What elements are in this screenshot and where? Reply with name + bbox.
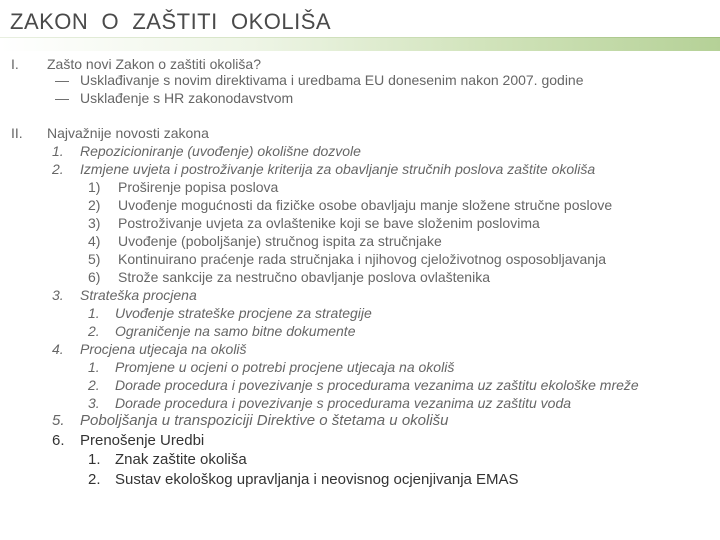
- bullet-dash: —: [55, 72, 69, 88]
- page-title: ZAKON O ZAŠTITI OKOLIŠA: [10, 9, 332, 34]
- subitem-text: Uvođenje strateške procjene za strategije: [115, 305, 372, 321]
- subitem-number: 1): [88, 179, 101, 195]
- item-text: Strateška procjena: [80, 287, 197, 303]
- item-number: 2.: [52, 161, 64, 177]
- section-1-numeral: I.: [11, 56, 19, 72]
- subitem-text: Postroživanje uvjeta za ovlaštenike koji se bave složenim poslovima: [118, 215, 540, 231]
- subitem-number: 2.: [88, 471, 101, 488]
- subitem-text: Kontinuirano praćenje rada stručnjaka i njihovog cjeloživotnog osposobljavanja: [118, 251, 606, 267]
- subitem-number: 2.: [88, 323, 100, 339]
- section-2-numeral: II.: [11, 125, 23, 141]
- subitem-number: 1.: [88, 359, 100, 375]
- item-text: Poboljšanja u transpoziciji Direktive o štetama u okolišu: [80, 412, 449, 429]
- subitem-number: 4): [88, 233, 101, 249]
- bullet-dash: —: [55, 90, 69, 106]
- subitem-text: Znak zaštite okoliša: [115, 451, 247, 468]
- subitem-number: 3): [88, 215, 101, 231]
- subitem-number: 6): [88, 269, 101, 285]
- bullet-text: Usklađenje s HR zakonodavstvom: [80, 90, 294, 106]
- section-1-heading: Zašto novi Zakon o zaštiti okoliša?: [47, 56, 261, 72]
- subitem-number: 1.: [88, 451, 101, 468]
- item-number: 1.: [52, 143, 64, 159]
- item-text: Izmjene uvjeta i postroživanje kriterija za obavljanje stručnih poslova zaštite okoliša: [80, 161, 596, 177]
- item-number: 3.: [52, 287, 64, 303]
- subitem-number: 1.: [88, 305, 100, 321]
- item-text: Prenošenje Uredbi: [80, 432, 205, 449]
- item-text: Procjena utjecaja na okoliš: [80, 341, 247, 357]
- section-2-heading: Najvažnije novosti zakona: [47, 125, 209, 141]
- subitem-text: Promjene u ocjeni o potrebi procjene utjecaja na okoliš: [115, 359, 455, 375]
- subitem-text: Uvođenje (poboljšanje) stručnog ispita za stručnjake: [118, 233, 442, 249]
- subitem-text: Uvođenje mogućnosti da fizičke osobe obavljaju manje složene stručne poslove: [118, 197, 613, 213]
- subitem-text: Strože sankcije za nestručno obavljanje poslova ovlaštenika: [118, 269, 490, 285]
- subitem-number: 3.: [88, 395, 100, 411]
- subitem-number: 2): [88, 197, 101, 213]
- subitem-text: Proširenje popisa poslova: [118, 179, 279, 195]
- item-number: 4.: [52, 341, 64, 357]
- subitem-text: Dorade procedura i povezivanje s procedurama vezanima uz zaštitu voda: [115, 395, 572, 411]
- subitem-number: 2.: [88, 377, 100, 393]
- subitem-text: Sustav ekološkog upravljanja i neovisnog ocjenjivanja EMAS: [115, 471, 519, 488]
- subitem-number: 5): [88, 251, 101, 267]
- item-number: 5.: [52, 412, 65, 429]
- bullet-text: Usklađivanje s novim direktivama i uredbama EU donesenim nakon 2007. godine: [80, 72, 584, 88]
- subitem-text: Ograničenje na samo bitne dokumente: [115, 323, 356, 339]
- item-text: Repozicioniranje (uvođenje) okolišne dozvole: [80, 143, 361, 159]
- item-number: 6.: [52, 432, 65, 449]
- subitem-text: Dorade procedura i povezivanje s procedurama vezanima uz zaštitu ekološke mreže: [115, 377, 639, 393]
